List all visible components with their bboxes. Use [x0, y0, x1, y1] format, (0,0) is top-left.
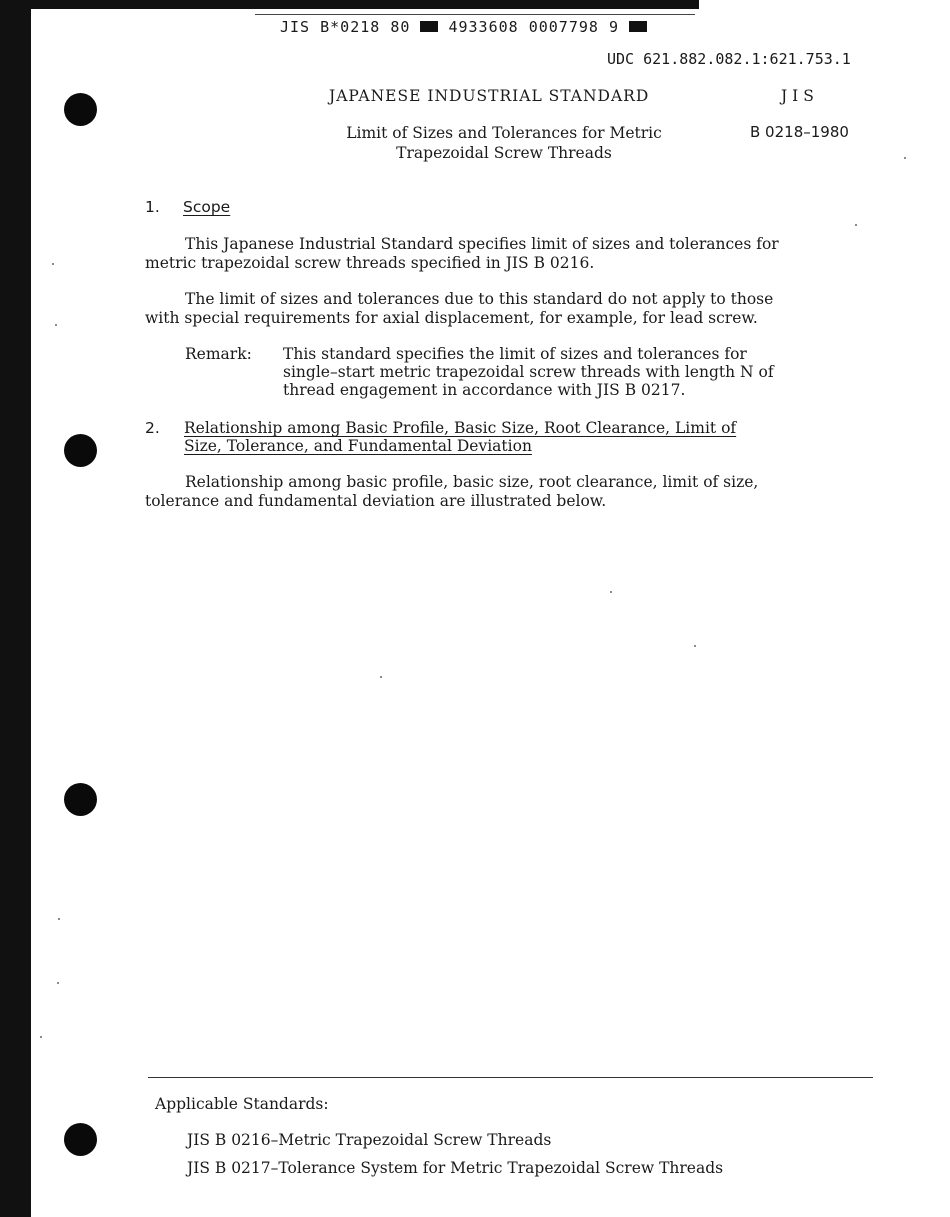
paragraph-line: This Japanese Industrial Standard specifies limit of sizes and tolerances for — [185, 235, 779, 253]
document-title — [304, 123, 704, 163]
organization-title: JAPANESE INDUSTRIAL STANDARD — [329, 87, 650, 105]
footnote-label: Applicable Standards: — [155, 1095, 329, 1113]
reference-item: JIS B 0217–Tolerance System for Metric Trapezoidal Screw Threads — [187, 1159, 724, 1177]
section-number: 2. — [145, 419, 160, 437]
remark-line: thread engagement in accordance with JIS B 0217. — [283, 381, 686, 399]
paragraph-line: tolerance and fundamental deviation are illustrated below. — [145, 492, 607, 510]
remark-line: single–start metric trapezoidal screw threads with length N of — [283, 363, 774, 381]
punch-hole — [64, 93, 97, 126]
stamp-code: JIS B*0218 80 — [280, 18, 411, 36]
punch-hole — [64, 1123, 97, 1156]
scan-speck — [57, 982, 59, 984]
scan-speck — [58, 918, 60, 920]
punch-hole — [64, 783, 97, 816]
scan-dark-edge — [0, 0, 31, 1217]
remark-line: This standard specifies the limit of sizes and tolerances for — [283, 345, 747, 363]
scan-speck — [380, 676, 382, 678]
paragraph-line: Relationship among basic profile, basic size, root clearance, limit of size, — [185, 473, 759, 491]
footnote-divider — [148, 1077, 873, 1078]
scan-top-line — [255, 14, 695, 15]
stamp-block — [420, 21, 438, 32]
punch-hole — [64, 434, 97, 467]
standard-designation: B 0218–1980 — [750, 123, 849, 141]
scan-top-bar — [31, 0, 699, 9]
scan-speck — [855, 224, 857, 226]
udc-code: UDC 621.882.082.1:621.753.1 — [607, 50, 851, 68]
paragraph-line: metric trapezoidal screw threads specified in JIS B 0216. — [145, 254, 595, 272]
reference-item: JIS B 0216–Metric Trapezoidal Screw Threads — [187, 1131, 552, 1149]
scan-speck — [40, 1036, 42, 1038]
scan-speck — [610, 591, 612, 593]
section-heading: Scope — [183, 198, 231, 216]
section-heading: Size, Tolerance, and Fundamental Deviation — [184, 437, 532, 455]
section-heading: Relationship among Basic Profile, Basic Size, Root Clearance, Limit of — [184, 419, 737, 437]
stamp-number: 4933608 0007798 9 — [448, 18, 619, 36]
paragraph-line: with special requirements for axial displacement, for example, for lead screw. — [145, 309, 758, 327]
title-line: Trapezoidal Screw Threads — [396, 144, 612, 162]
jis-label: J I S — [781, 87, 814, 105]
document-stamp — [280, 18, 647, 36]
scan-speck — [55, 324, 57, 326]
stamp-block — [629, 21, 647, 32]
remark-label: Remark: — [185, 345, 252, 363]
scan-speck — [52, 263, 54, 265]
title-line: Limit of Sizes and Tolerances for Metric — [346, 124, 662, 142]
section-number: 1. — [145, 198, 160, 216]
scan-speck — [694, 645, 696, 647]
paragraph-line: The limit of sizes and tolerances due to this standard do not apply to those — [185, 290, 774, 308]
scan-speck — [904, 157, 906, 159]
